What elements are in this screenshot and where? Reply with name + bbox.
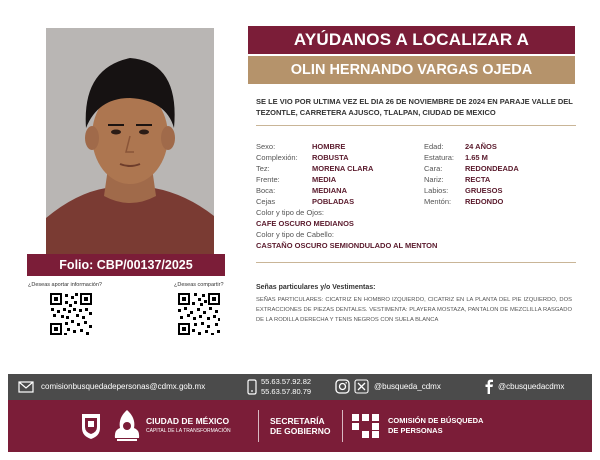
footer-divider <box>342 410 343 442</box>
divider-rule <box>256 125 576 126</box>
folio-label: Folio: CBP/00137/2025 <box>27 254 225 276</box>
shield-icon <box>80 412 102 445</box>
social-handle-1[interactable]: @busqueda_cdmx <box>374 382 441 391</box>
marks-text: SEÑAS PARTICULARES: CICATRIZ EN HOMBRO IZQUIERDO, CICATRIZ EN LA PLANTA DEL PIE IZQUIERDO, DOS EXTRACCIONES DE PIEZAS DENTALES. VESTIMENTA: PLAYERA MOSTAZA, PANTALON DE MEZCLILLA RASGADO DE LA RODILLA DERECHA Y TENIS NEGROS CON SUELA BLANCA <box>256 297 572 323</box>
field-value: MEDIA <box>312 175 337 184</box>
qr-info-label: ¿Deseas aportar información? <box>28 282 102 288</box>
hair-label: Color y tipo de Cabello: <box>256 230 334 239</box>
footer-divider <box>258 410 259 442</box>
secretaria-line-2: DE GOBIERNO <box>270 426 331 436</box>
field-label: Complexión: <box>256 153 298 162</box>
hair-value: CASTAÑO OSCURO SEMIONDULADO AL MENTON <box>256 241 438 250</box>
field-label: Frente: <box>256 175 280 184</box>
field-label: Boca: <box>256 186 276 195</box>
field-label: Nariz: <box>424 175 444 184</box>
field-label: Mentón: <box>424 197 452 206</box>
field-label: Cejas <box>256 197 276 206</box>
mail-icon <box>18 374 34 400</box>
field-value: RECTA <box>465 175 491 184</box>
field-label: Cara: <box>424 164 443 173</box>
field-value: MORENA CLARA <box>312 164 374 173</box>
eyes-label: Color y tipo de Ojos: <box>256 208 324 217</box>
field-value: 1.65 M <box>465 153 488 162</box>
qr-share-label: ¿Deseas compartir? <box>174 282 224 288</box>
city-subtitle: CAPITAL DE LA TRANSFORMACIÓN <box>146 428 231 434</box>
institution-footer <box>8 400 592 452</box>
commission-line-1: COMISIÓN DE BÚSQUEDA <box>388 416 484 425</box>
social-handle-2[interactable]: @cbusquedacdmx <box>498 382 565 391</box>
eyes-value: CAFE OSCURO MEDIANOS <box>256 219 354 228</box>
instagram-icon[interactable] <box>334 374 350 400</box>
divider-rule <box>256 262 576 263</box>
poster-title: AYÚDANOS A LOCALIZAR A <box>248 26 575 54</box>
person-photo <box>46 28 214 254</box>
city-name: CIUDAD DE MÉXICO <box>146 416 230 426</box>
secretaria-line-1: SECRETARÍA <box>270 416 325 426</box>
field-value: ROBUSTA <box>312 153 349 162</box>
city-emblem-icon <box>112 408 142 449</box>
marks-title: Señas particulares y/o Vestimentas: <box>256 284 376 291</box>
field-value: MEDIANA <box>312 186 347 195</box>
field-value: POBLADAS <box>312 197 355 206</box>
phone-1[interactable]: 55.63.57.92.82 <box>261 377 312 386</box>
last-seen-text: SE LE VIO POR ULTIMA VEZ EL DIA 26 DE NOVIEMBRE DE 2024 EN PARAJE VALLE DEL TEZONTLE, CARRETERA AJUSCO, TLALPAN, CIUDAD DE MEXICO <box>256 97 573 117</box>
field-value: REDONDEADA <box>465 164 519 173</box>
field-value: 24 AÑOS <box>465 142 497 151</box>
field-value: HOMBRE <box>312 142 346 151</box>
field-label: Labios: <box>424 186 449 195</box>
field-label: Tez: <box>256 164 270 173</box>
field-value: REDONDO <box>465 197 504 206</box>
commission-line-2: DE PERSONAS <box>388 426 443 435</box>
x-icon[interactable] <box>354 374 370 400</box>
phone-icon <box>246 374 258 400</box>
commission-logo-icon <box>352 414 380 443</box>
field-label: Sexo: <box>256 142 276 151</box>
contact-bar <box>8 374 592 400</box>
person-name: OLIN HERNANDO VARGAS OJEDA <box>248 56 575 84</box>
qr-code-info[interactable] <box>49 292 93 336</box>
field-value: GRUESOS <box>465 186 503 195</box>
phone-numbers <box>261 377 311 397</box>
field-label: Edad: <box>424 142 444 151</box>
facebook-icon[interactable] <box>484 374 494 400</box>
field-label: Estatura: <box>424 153 455 162</box>
contact-email[interactable]: comisionbusquedadepersonas@cdmx.gob.mx <box>41 382 206 391</box>
qr-code-share[interactable] <box>177 292 221 336</box>
phone-2[interactable]: 55.63.57.80.79 <box>261 387 312 396</box>
